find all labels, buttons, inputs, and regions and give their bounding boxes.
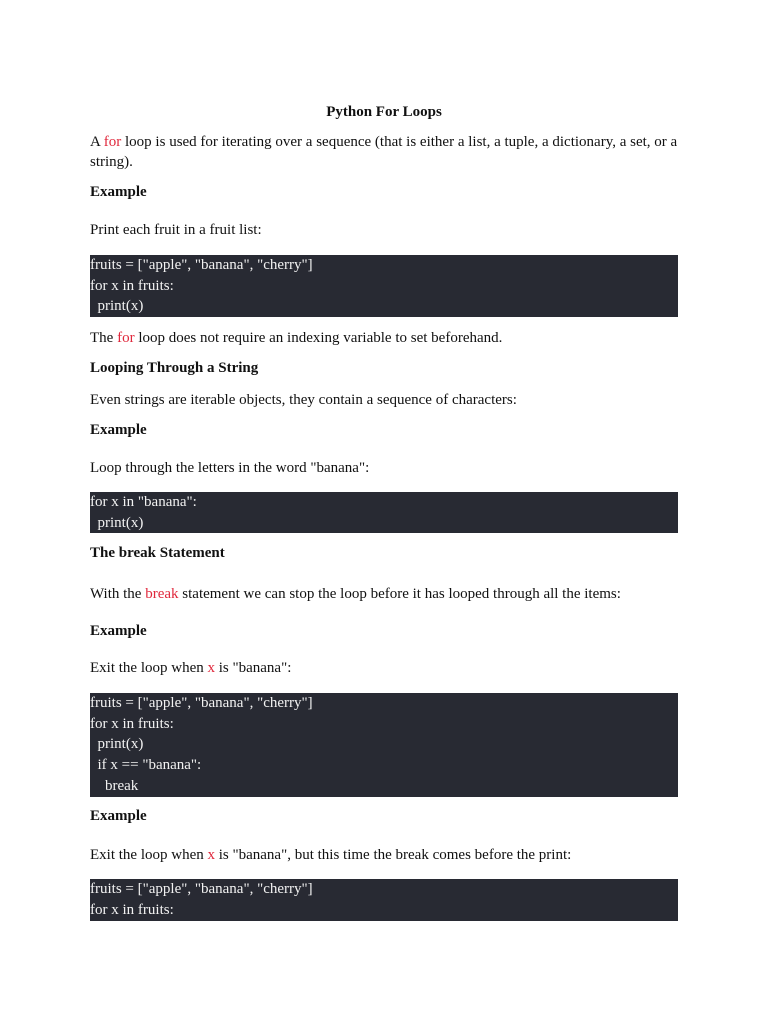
example-description: Print each fruit in a fruit list: — [90, 222, 262, 238]
code-line: print(x) — [90, 298, 144, 315]
code-block — [90, 255, 678, 317]
example-heading: Example — [90, 623, 147, 639]
example-description: Exit the loop when x is "banana": — [90, 660, 292, 676]
keyword-x: x — [207, 660, 215, 676]
keyword-x: x — [207, 847, 215, 863]
code-block — [90, 492, 678, 533]
code-block — [90, 879, 678, 921]
string-description: Even strings are iterable objects, they contain a sequence of characters: — [90, 392, 517, 408]
break-description: With the break statement we can stop the loop before it has looped through all the items: — [90, 586, 621, 602]
example-description: Loop through the letters in the word "banana": — [90, 460, 370, 476]
section-heading-string: Looping Through a String — [90, 360, 259, 376]
code-line: break — [90, 777, 139, 794]
code-line: for x in "banana": — [90, 494, 197, 510]
code-line: if x == "banana": — [90, 757, 202, 774]
code-line: print(x) — [90, 514, 144, 531]
code-line: for x in fruits: — [90, 715, 174, 732]
example-heading: Example — [90, 184, 147, 200]
code-line: for x in fruits: — [90, 277, 174, 294]
example-description: Exit the loop when x is "banana", but this time the break comes before the print: — [90, 847, 572, 863]
code-line: print(x) — [90, 736, 144, 753]
code-block — [90, 693, 678, 797]
example-heading: Example — [90, 808, 147, 824]
keyword-for: for — [117, 330, 135, 346]
page-title: Python For Loops — [326, 104, 442, 120]
keyword-for: for — [103, 134, 122, 150]
code-line: for x in fruits: — [90, 901, 174, 918]
section-heading-break: The break Statement — [90, 545, 225, 561]
example-heading: Example — [90, 422, 147, 438]
note-paragraph: The for loop does not require an indexing variable to set beforehand. — [90, 330, 503, 346]
code-line: fruits = ["apple", "banana", "cherry"] — [90, 881, 313, 897]
code-line: fruits = ["apple", "banana", "cherry"] — [90, 257, 313, 273]
keyword-break: break — [145, 586, 179, 602]
intro-paragraph: A for loop is used for iterating over a sequence (that is either a list, a tuple, a dictionary, a set, or a string). — [90, 134, 678, 170]
code-line: fruits = ["apple", "banana", "cherry"] — [90, 695, 313, 711]
